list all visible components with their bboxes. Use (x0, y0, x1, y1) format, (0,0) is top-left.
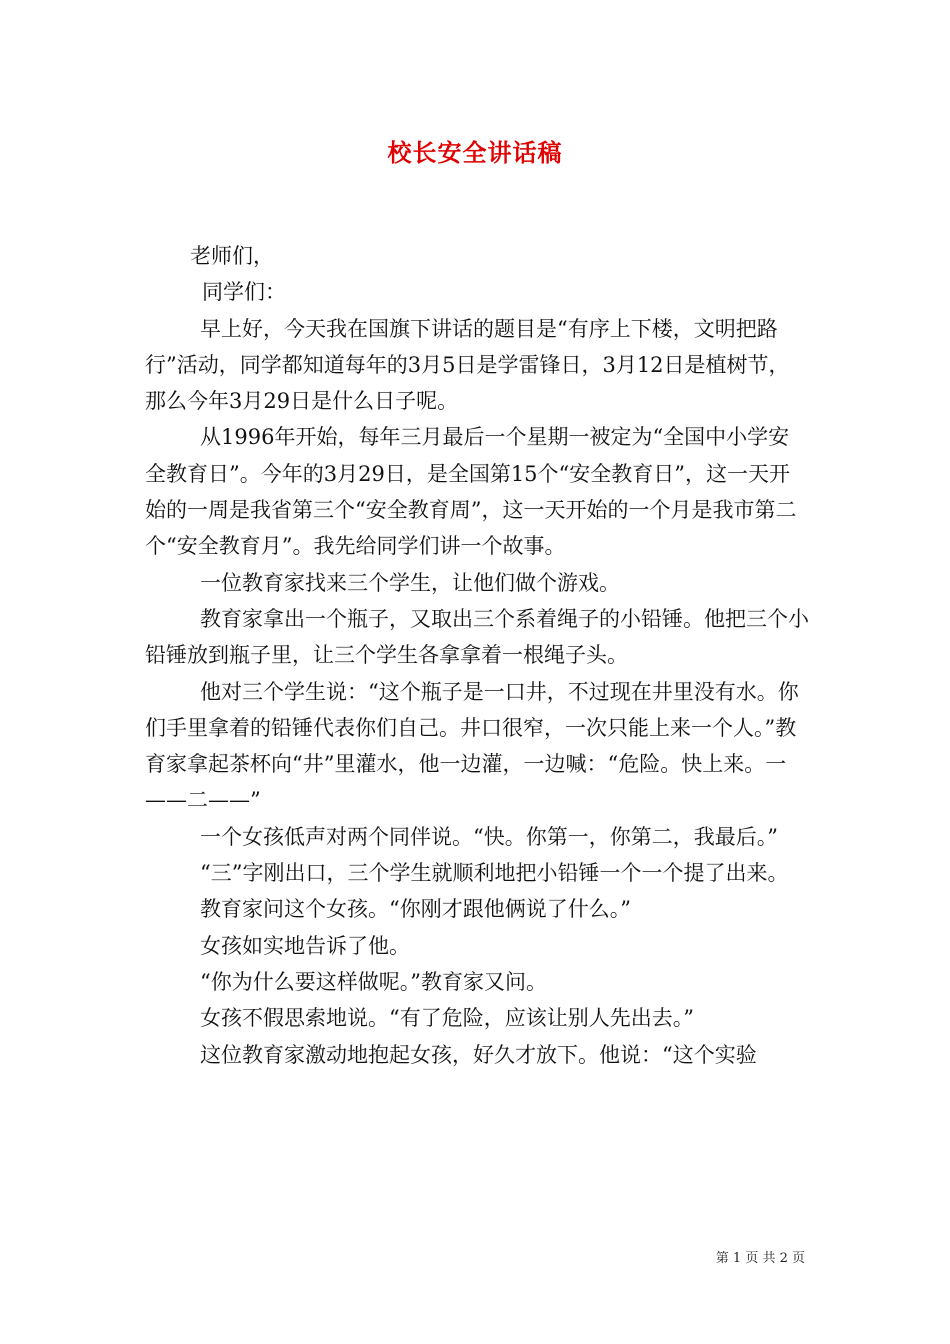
paragraph: 早上好，今天我在国旗下讲话的题目是“有序上下楼，文明把路行”活动，同学都知道每年的3月5日是学雷锋日，3月12日是植树节，那么今年3月29日是什么日子呢。 (145, 316, 790, 414)
paragraph: 一位教育家找来三个学生，让他们做个游戏。 (200, 570, 620, 595)
paragraph: 这位教育家激动地抱起女孩，好久才放下。他说：“这个实验 (200, 1042, 757, 1067)
document-body (145, 238, 810, 1073)
document-title: 校长安全讲话稿 (387, 138, 563, 167)
paragraph: “三”字刚出口，三个学生就顺利地把小铅锤一个一个提了出来。 (200, 861, 789, 886)
page-number-footer: 第 1 页 共 2 页 (715, 1251, 805, 1266)
paragraph: 他对三个学生说：“这个瓶子是一口井，不过现在井里没有水。你们手里拿着的铅锤代表你们自己。井口很窄，一次只能上来一个人。”教育家拿起茶杯向“井”里灌水，他一边灌，一边喊：“危险。快上来。一——二——” (145, 679, 799, 813)
greeting-students: 同学们： (202, 280, 286, 305)
greeting-teachers: 老师们， (190, 244, 274, 268)
paragraph: 教育家拿出一个瓶子，又取出三个系着绳子的小铅锤。他把三个小铅锤放到瓶子里，让三个学生各拿拿着一根绳子头。 (145, 606, 809, 668)
paragraph: 一个女孩低声对两个同伴说。“快。你第一，你第二，我最后。” (200, 824, 778, 849)
paragraph: “你为什么要这样做呢。”教育家又问。 (200, 969, 547, 994)
paragraph: 女孩不假思索地说。“有了危险，应该让别人先出去。” (200, 1006, 694, 1031)
paragraph: 女孩如实地告诉了他。 (200, 933, 410, 958)
paragraph: 教育家问这个女孩。“你刚才跟他俩说了什么。” (200, 897, 631, 922)
paragraph: 从1996年开始，每年三月最后一个星期一被定为“全国中小学安全教育日”。今年的3月29日，是全国第15个“安全教育日”，这一天开始的一周是我省第三个“安全教育周”，这一天开始的一个月是我市第二个“安全教育月”。我先给同学们讲一个故事。 (145, 425, 797, 559)
